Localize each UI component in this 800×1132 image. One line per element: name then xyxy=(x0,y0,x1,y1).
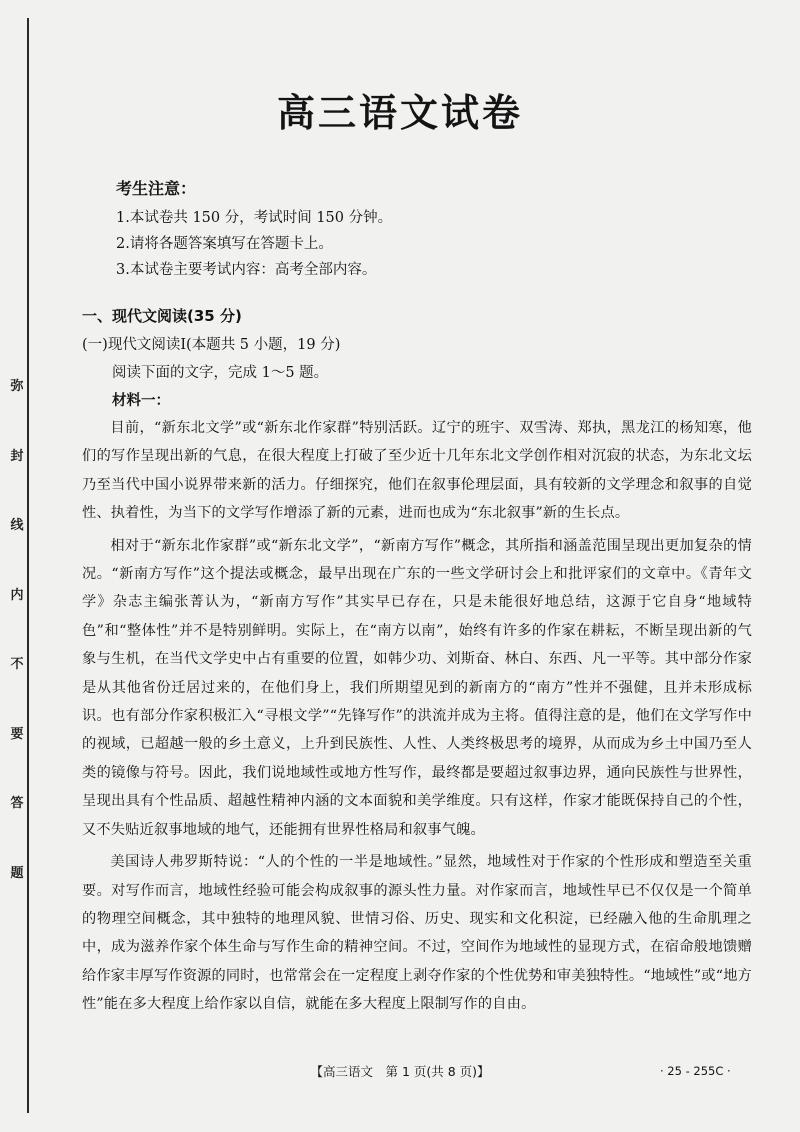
seal-char: 要 xyxy=(10,726,24,742)
notice-item: 2.请将各题答案填写在答题卡上。 xyxy=(116,236,333,252)
candidate-notice xyxy=(100,176,392,283)
seal-char: 答 xyxy=(10,796,24,812)
passage-paragraph: 目前，“新东北文学”或“新东北作家群”特别活跃。辽宁的班宇、双雪涛、郑执，黑龙江的杨知寒，他们的写作呈现出新的气息，在很大程度上打破了至少近十几年东北文学创作相对沉寂的状态，为东北文坛乃至当代中国小说界带来新的活力。仔细探究，他们在叙事伦理层面，具有较新的文学理念和叙事的自觉性、执着性，为当下的文学写作增添了新的元素，进而也成为“东北叙事”新的生长点。 xyxy=(82,420,752,522)
seal-char: 不 xyxy=(10,657,24,673)
seal-char: 弥 xyxy=(10,379,24,394)
seal-char: 题 xyxy=(10,865,24,881)
notice-item: 1.本试卷共 150 分，考试时间 150 分钟。 xyxy=(116,210,393,226)
notice-item: 3.本试卷主要考试内容：高考全部内容。 xyxy=(116,262,377,278)
page-footer: 【高三语文 第 1 页(共 8 页)】 xyxy=(310,1064,490,1079)
binding-margin-notice xyxy=(7,380,27,880)
reading-instruction: 阅读下面的文字，完成 1～5 题。 xyxy=(112,365,329,381)
paper-code: · 25 - 255C · xyxy=(660,1064,731,1078)
material-label: 材料一： xyxy=(112,393,170,409)
subsection-heading: (一)现代文阅读Ⅰ(本题共 5 小题，19 分) xyxy=(82,337,341,353)
seal-char: 线 xyxy=(10,518,24,534)
binding-line xyxy=(27,18,29,1113)
page-title: 高三语文试卷 xyxy=(276,91,523,135)
section-heading: 一、现代文阅读(35 分) xyxy=(82,307,242,325)
seal-char: 内 xyxy=(10,587,24,603)
seal-char: 封 xyxy=(10,448,24,464)
reading-passage xyxy=(82,414,752,1023)
passage-paragraph: 相对于“新东北作家群”或“新东北文学”，“新南方写作”概念，其所指和涵盖范围呈现出更加复杂的情况。“新南方写作”这个提法或概念，最早出现在广东的一些文学研讨会上和批评家们的文章中。《青年文学》杂志主编张菁认为，“新南方写作”其实早已存在，只是未能很好地总结，这源于它自身“地域特色”和“整体性”并不是特别鲜明。实际上，在“南方以南”，始终有许多的作家在耕耘，不断呈现出新的气象与生机，在当代文学史中占有重要的位置，如韩少功、刘斯奋、林白、东西、凡一平等。其中部分作家是从其他省份迁居过来的，在他们身上，我们所期望见到的新南方的“南方”性并不强健，且并未形成标识。也有部分作家积极汇入“寻根文学”“先锋写作”的洪流并成为主将。值得注意的是，他们在文学写作中的视域，已超越一般的乡土意义，上升到民族性、人性、人类终极思考的境界，从而成为乡土中国乃至人类的镜像与符号。因此，我们说地域性或地方性写作，最终都是要超过叙事边界，通向民族性与世界性，呈现出具有个性品质、超越性精神内涵的文本面貌和美学维度。只有这样，作家才能既保持自己的个性，又不失贴近叙事地域的地气，还能拥有世界性格局和叙事气魄。 xyxy=(82,537,752,838)
passage-paragraph: 美国诗人弗罗斯特说：“人的个性的一半是地域性。”显然，地域性对于作家的个性形成和塑造至关重要。对写作而言，地域性经验可能会构成叙事的源头性力量。对作家而言，地域性早已不仅仅是一个简单的物理空间概念，其中独特的地理风貌、世情习俗、历史、现实和文化积淀，已经融入他的生命肌理之中，成为滋养作家个体生命与写作生命的精神空间。不过，空间作为地域性的显现方式，在宿命般地馈赠给作家丰厚写作资源的同时，也常常会在一定程度上剥夺作家的个性优势和审美独特性。“地域性”或“地方性”能在多大程度上给作家以自信，就能在多大程度上限制写作的自由。 xyxy=(82,854,752,1013)
notice-heading: 考生注意： xyxy=(116,179,197,198)
